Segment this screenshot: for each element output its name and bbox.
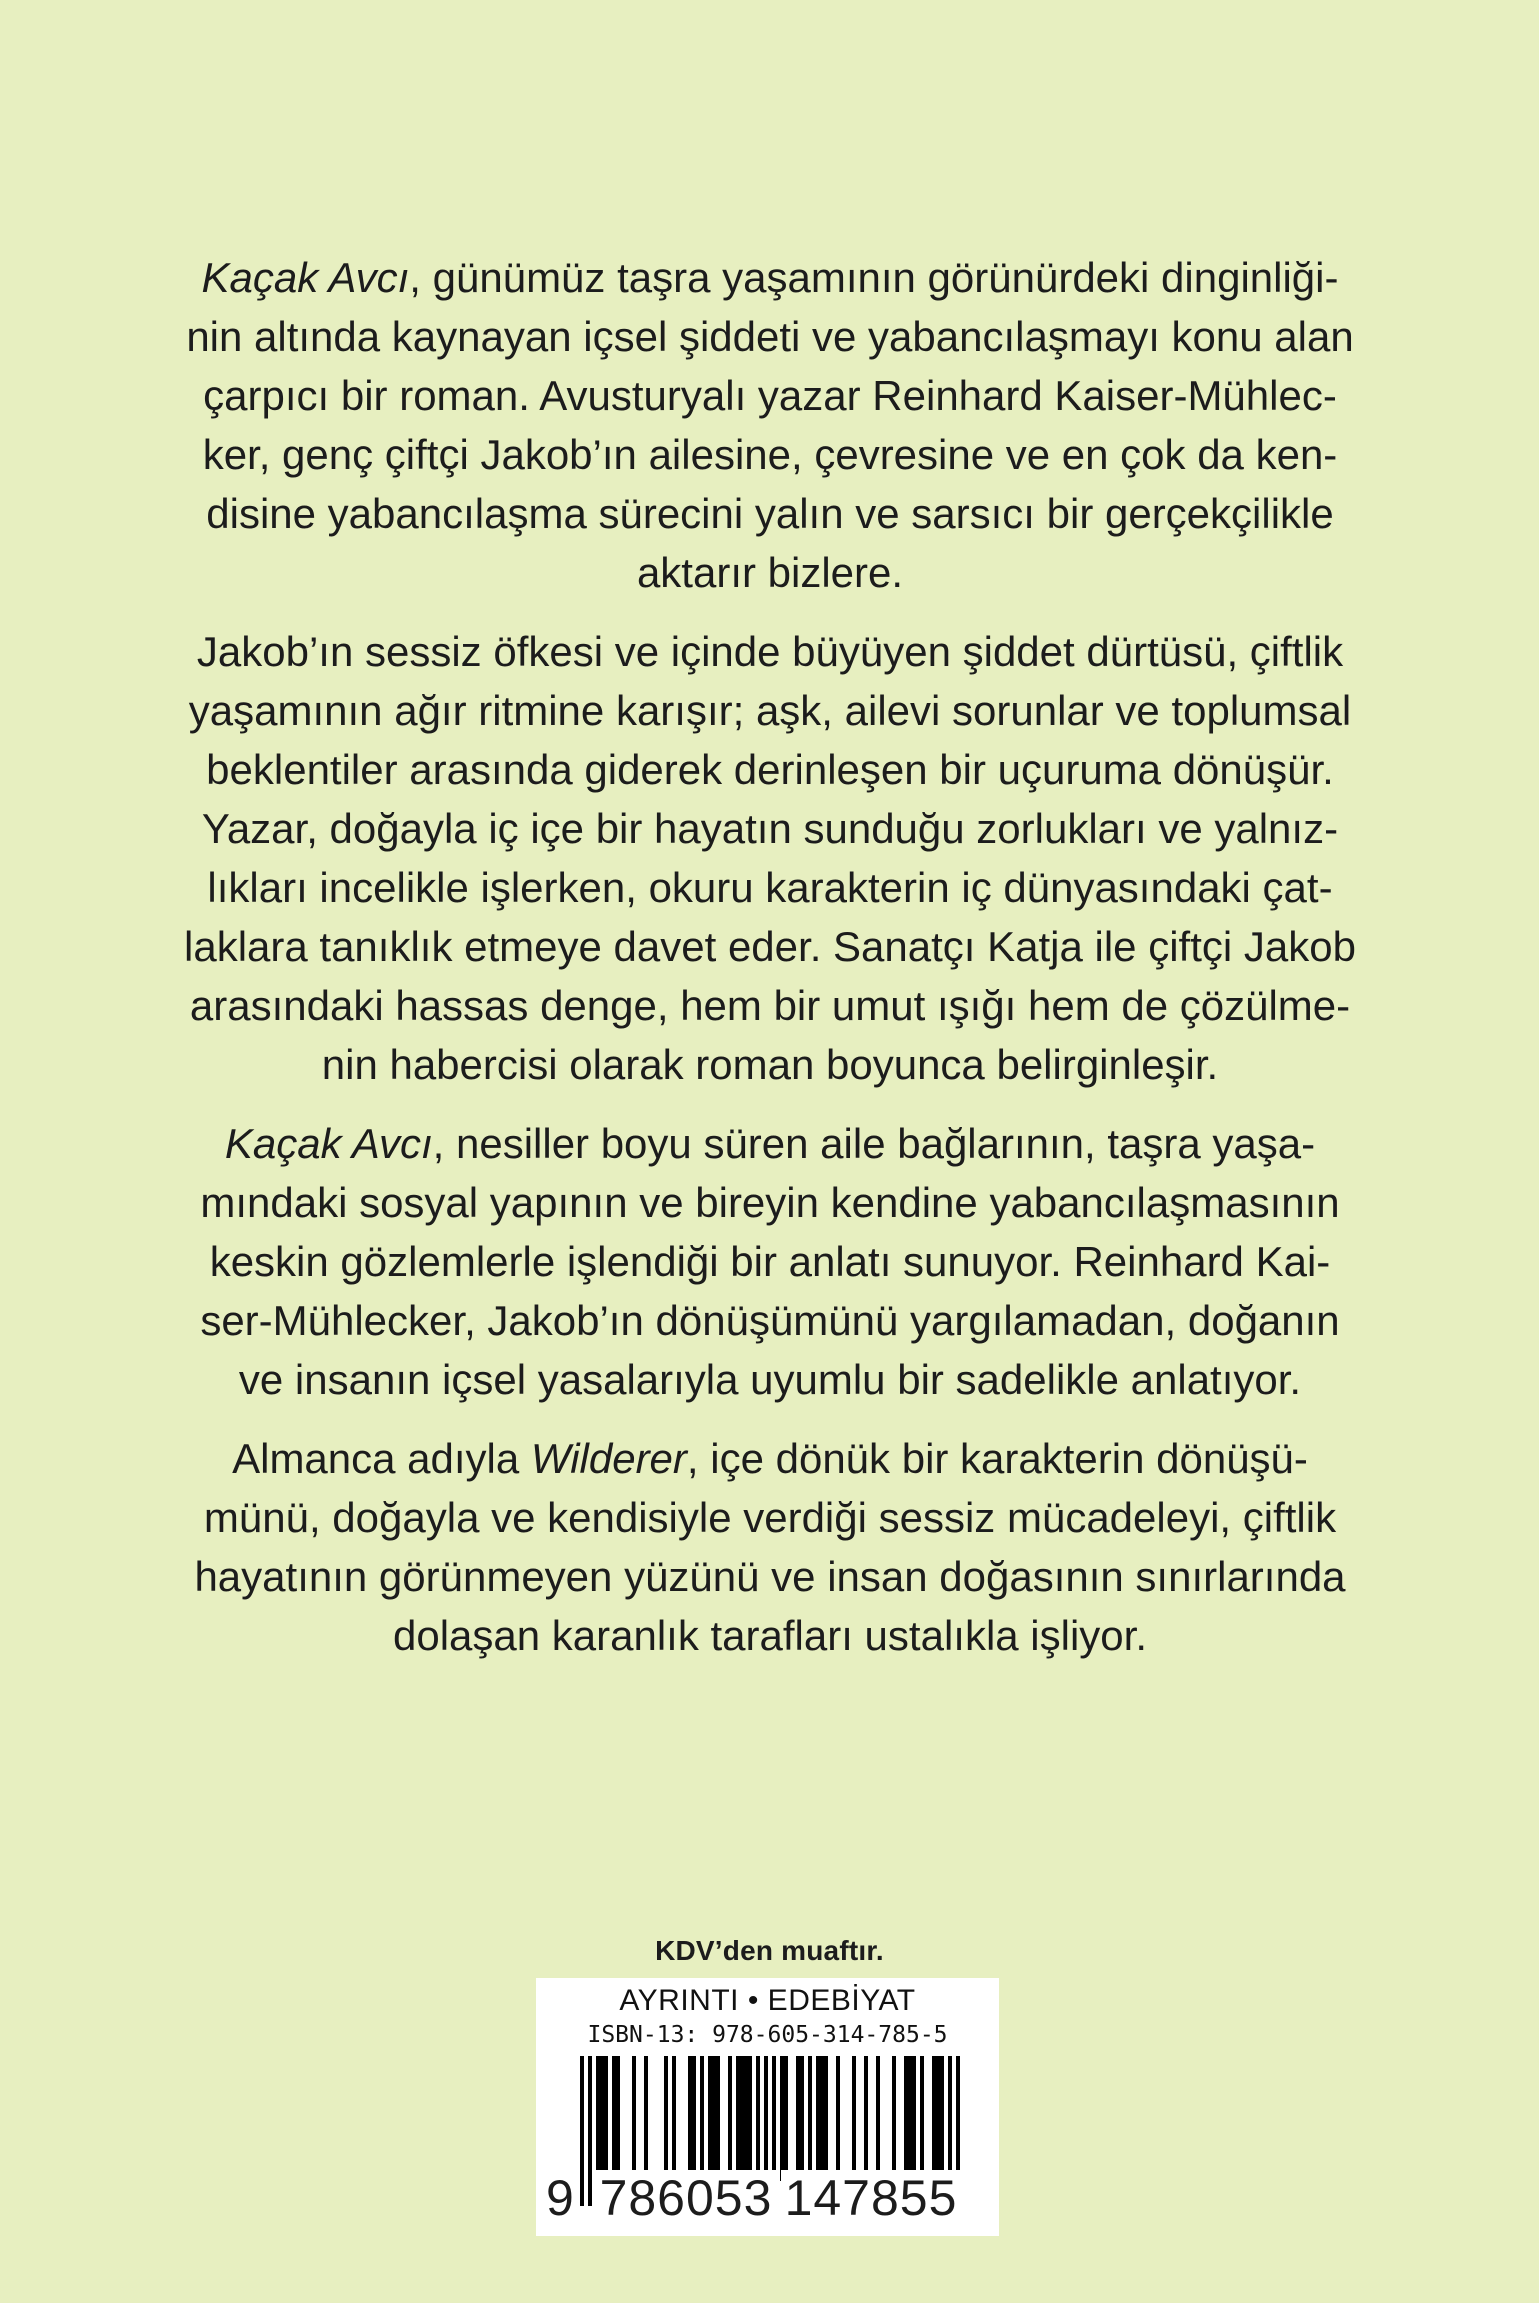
blurb-line: keskin gözlemlerle işlendiği bir anlatı sunuyor. Reinhard Kai-	[209, 1238, 1331, 1285]
blurb-line: arasındaki hassas denge, hem bir umut ışığı hem de çözülme-	[189, 982, 1351, 1029]
barcode-bar	[688, 2056, 692, 2181]
barcode-bar	[920, 2056, 924, 2181]
barcode-bar	[716, 2056, 720, 2181]
blurb-line: ve insanın içsel yasalarıyla uyumlu bir sadelikle anlatıyor.	[238, 1356, 1302, 1403]
barcode-bar	[740, 2056, 744, 2181]
blurb-line: aktarır bizlere.	[636, 549, 904, 596]
blurb-paragraph-1	[120, 248, 1420, 602]
barcode-bar	[864, 2056, 868, 2181]
publisher-label: AYRINTI • EDEBİYAT	[619, 1984, 916, 2017]
barcode-bar	[892, 2056, 896, 2181]
barcode-bar	[876, 2056, 880, 2181]
blurb-line: dolaşan karanlık tarafları ustalıkla işliyor.	[392, 1612, 1147, 1659]
barcode-bar	[940, 2056, 944, 2181]
blurb-paragraph-4	[120, 1429, 1420, 1665]
barcode-bar	[936, 2056, 940, 2181]
barcode-bar	[596, 2056, 600, 2181]
barcode-bar	[744, 2056, 748, 2181]
barcode-bar	[736, 2056, 740, 2181]
blurb-line: ser-Mühlecker, Jakob’ın dönüşümünü yargılamadan, doğanın	[200, 1297, 1340, 1344]
blurb-line: ker, genç çiftçi Jakob’ın ailesine, çevresine ve en çok da ken-	[202, 431, 1338, 478]
blurb-line: nin habercisi olarak roman boyunca belirginleşir.	[321, 1041, 1219, 1088]
blurb-line: Kaçak Avcı, nesiller boyu süren aile bağlarının, taşra yaşa-	[224, 1120, 1316, 1167]
barcode-bar	[796, 2056, 800, 2181]
ean-left-digits: 786053	[596, 2170, 776, 2226]
isbn-label: ISBN-13: 978-605-314-785-5	[587, 2022, 948, 2048]
barcode-bar	[692, 2056, 696, 2181]
barcode-bar	[908, 2056, 912, 2181]
blurb-line: mındaki sosyal yapının ve bireyin kendine yabancılaşmasının	[200, 1179, 1340, 1226]
blurb-line: laklara tanıklık etmeye davet eder. Sanatçı Katja ile çiftçi Jakob	[184, 923, 1356, 970]
blurb-line: münü, doğayla ve kendisiyle verdiği sessiz mücadeleyi, çiftlik	[203, 1494, 1337, 1541]
blurb-line: Yazar, doğayla iç içe bir hayatın sunduğu zorlukları ve yalnız-	[201, 805, 1339, 852]
barcode-bar	[708, 2056, 712, 2181]
blurb-line: nin altında kaynayan içsel şiddeti ve yabancılaşmayı konu alan	[186, 313, 1354, 360]
barcode-bar	[748, 2056, 752, 2181]
blurb-line: beklentiler arasında giderek derinleşen bir uçuruma dönüşür.	[206, 746, 1334, 793]
original-title-italic: Wilderer	[530, 1435, 687, 1482]
book-title-italic: Kaçak Avcı	[224, 1120, 433, 1167]
barcode-bar	[932, 2056, 936, 2181]
barcode-bar	[820, 2056, 824, 2181]
blurb-line: hayatının görünmeyen yüzünü ve insan doğasının sınırlarında	[194, 1553, 1346, 1600]
ean-right-digits: 147855	[781, 2170, 961, 2226]
barcode-bar	[728, 2056, 732, 2181]
barcode-bar	[672, 2056, 676, 2181]
barcode-bar	[644, 2056, 648, 2181]
barcode-bar	[852, 2056, 856, 2181]
barcode-bar	[780, 2056, 784, 2181]
barcode-bar	[904, 2056, 908, 2181]
barcode-bar	[816, 2056, 820, 2181]
blurb-line: yaşamının ağır ritmine karışır; aşk, ailevi sorunlar ve toplumsal	[188, 687, 1352, 734]
barcode-bar	[604, 2056, 608, 2181]
blurb-line: disine yabancılaşma sürecini yalın ve sarsıcı bir gerçekçilikle	[206, 490, 1334, 537]
barcode-bar	[664, 2056, 668, 2181]
blurb-line: Kaçak Avcı, günümüz taşra yaşamının görünürdeki dinginliği-	[201, 254, 1339, 301]
barcode-bar	[612, 2056, 616, 2181]
barcode-box	[536, 1978, 999, 2236]
tax-exempt-note: KDV’den muaftır.	[655, 1935, 884, 1966]
blurb-line: Jakob’ın sessiz öfkesi ve içinde büyüyen şiddet dürtüsü, çiftlik	[196, 628, 1344, 675]
barcode-bar	[588, 2056, 592, 2206]
barcode-bar	[808, 2056, 812, 2181]
barcode-bar	[616, 2056, 620, 2181]
blurb-line: lıkları incelikle işlerken, okuru karakterin iç dünyasındaki çat-	[207, 864, 1333, 911]
barcode-bar	[600, 2056, 604, 2181]
barcode-bar	[700, 2056, 704, 2181]
barcode-bar	[756, 2056, 760, 2181]
blurb-text	[120, 248, 1420, 1685]
barcode-bar	[784, 2056, 788, 2181]
barcode-bar	[836, 2056, 840, 2181]
barcode-bar	[912, 2056, 916, 2181]
blurb-line: Almanca adıyla Wilderer, içe dönük bir karakterin dönüşü-	[232, 1435, 1308, 1482]
blurb-paragraph-3	[120, 1114, 1420, 1409]
book-title-italic: Kaçak Avcı	[201, 254, 410, 301]
barcode-bar	[712, 2056, 716, 2181]
barcode-bar	[800, 2056, 804, 2181]
barcode-bar	[632, 2056, 636, 2181]
ean-first-digit: 9	[546, 2170, 574, 2226]
barcode-bar	[824, 2056, 828, 2181]
blurb-paragraph-2	[120, 622, 1420, 1094]
blurb-line: çarpıcı bir roman. Avusturyalı yazar Reinhard Kaiser-Mühlec-	[203, 372, 1337, 419]
barcode-bar	[580, 2056, 584, 2206]
